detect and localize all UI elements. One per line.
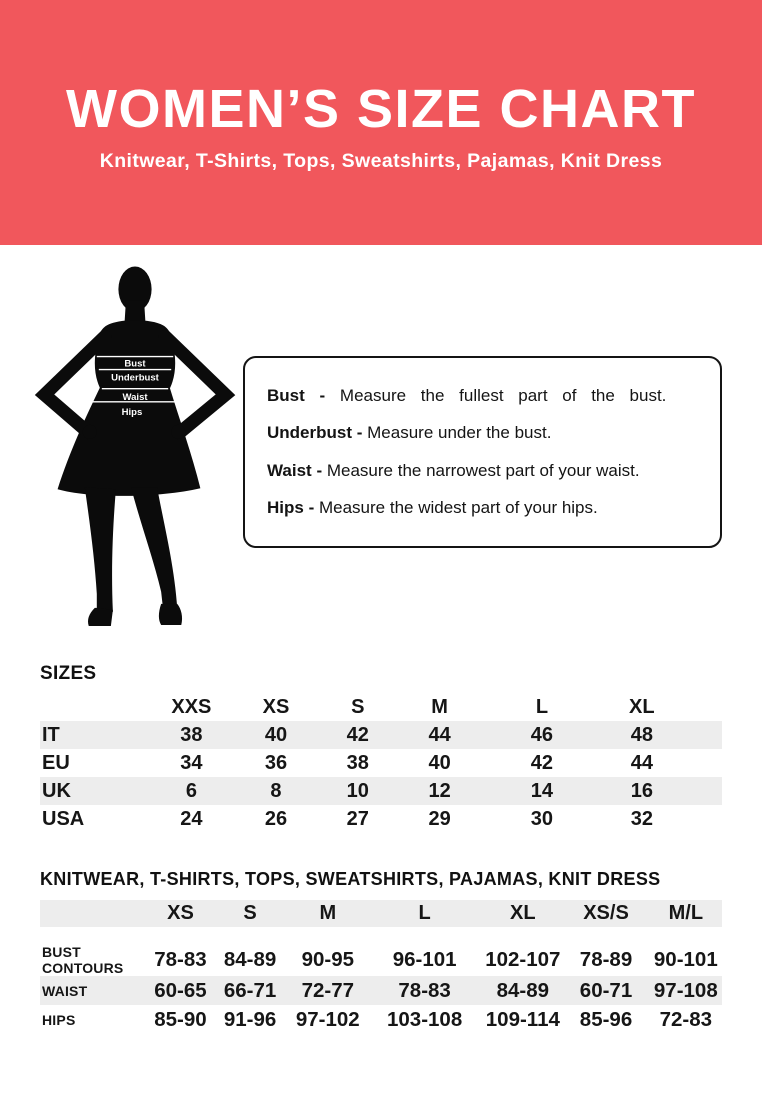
size-value-cell: 38 — [346, 751, 369, 774]
table-row — [40, 721, 722, 749]
size-value-cell: 60-65 — [154, 978, 207, 1002]
size-value-cell: 44 — [630, 751, 653, 774]
size-column-header: XXS — [171, 696, 212, 718]
size-column-header: L — [535, 696, 549, 718]
size-value-cell: 85-90 — [154, 1007, 207, 1031]
table-corner-cell — [40, 900, 150, 927]
size-value-cell: 6 — [185, 779, 197, 802]
instruction-dash: - — [319, 385, 326, 405]
size-value-cell: 103-108 — [387, 1007, 463, 1031]
waist-line-label: Waist — [122, 391, 148, 403]
instruction-line-bust — [267, 386, 698, 406]
size-value-cell: 90-95 — [301, 948, 354, 971]
size-column-header: L — [418, 902, 431, 924]
size-value-cell: 42 — [346, 723, 369, 746]
page-title: WOMEN’S SIZE CHART — [66, 79, 696, 139]
instruction-text: Measure the narrowest part of your waist. — [326, 460, 640, 480]
instruction-term: Underbust — [267, 423, 352, 443]
size-value-cell: 78-83 — [154, 948, 207, 971]
size-value-cell: 96-101 — [392, 948, 457, 971]
instruction-text: Measure the widest part of your hips. — [318, 498, 598, 518]
silhouette-body-shape — [45, 267, 226, 626]
size-value-cell: 30 — [530, 807, 554, 830]
measurement-instructions-box — [243, 356, 722, 548]
size-value-cell: 78-89 — [579, 948, 633, 971]
size-value-cell: 66-71 — [223, 978, 277, 1002]
table-row — [40, 777, 722, 805]
row-label: EU — [42, 751, 70, 774]
measurements-table-title: KNITWEAR, T-SHIRTS, TOPS, SWEATSHIRTS, PAJAMAS, KNIT DRESS — [40, 869, 661, 889]
sizes-table — [40, 694, 722, 833]
size-value-cell: 72-77 — [301, 978, 354, 1002]
woman-silhouette-svg — [28, 258, 240, 628]
table-row — [40, 944, 722, 976]
size-value-cell: 84-89 — [223, 948, 277, 971]
size-value-cell: 14 — [530, 779, 554, 802]
table-filler-cell — [682, 805, 722, 833]
table-row — [40, 805, 722, 833]
size-value-cell: 109-114 — [485, 1007, 560, 1031]
header-banner — [0, 0, 762, 245]
measurements-section — [40, 869, 722, 1034]
hips-line-label: Hips — [121, 406, 143, 418]
instruction-line-hips — [267, 498, 698, 518]
row-label: BUST CONTOURS — [42, 944, 124, 976]
instruction-term: Waist — [267, 460, 312, 480]
measurements-table — [40, 900, 722, 1034]
page-subtitle: Knitwear, T-Shirts, Tops, Sweatshirts, Pajamas, Knit Dress — [99, 150, 663, 172]
bust-line-label: Bust — [124, 358, 146, 370]
instruction-text: Measure the fullest part of the bust. — [339, 385, 667, 405]
size-value-cell: 38 — [180, 723, 203, 746]
size-column-header: M/L — [668, 902, 704, 924]
table-filler-cell — [682, 721, 722, 749]
table-spacer-row — [40, 927, 722, 944]
size-value-cell: 34 — [180, 751, 203, 774]
size-value-cell: 10 — [346, 779, 369, 802]
size-column-header: M — [431, 696, 448, 718]
size-column-header: S — [351, 696, 365, 718]
size-column-header: XS — [262, 696, 290, 718]
instruction-dash: - — [308, 498, 315, 518]
instruction-term: Bust — [267, 385, 305, 405]
table-corner-cell — [40, 694, 149, 721]
size-value-cell: 36 — [264, 751, 288, 774]
row-label: HIPS — [42, 1011, 76, 1028]
size-value-cell: 44 — [428, 723, 451, 746]
instruction-text: Measure under the bust. — [367, 423, 552, 443]
size-value-cell: 40 — [428, 751, 451, 774]
size-value-cell: 24 — [180, 807, 203, 830]
size-column-header: XS/S — [583, 902, 629, 924]
size-value-cell: 42 — [530, 751, 554, 774]
table-row — [40, 749, 722, 777]
row-label: IT — [42, 723, 60, 746]
table-header-row — [40, 694, 722, 721]
size-value-cell: 48 — [630, 723, 653, 746]
table-filler-cell — [682, 749, 722, 777]
row-label: UK — [42, 779, 71, 802]
size-value-cell: 46 — [530, 723, 554, 746]
size-column-header: XS — [167, 902, 194, 924]
size-value-cell: 27 — [346, 807, 369, 830]
size-value-cell: 12 — [428, 779, 451, 802]
instruction-term: Hips — [267, 498, 304, 518]
size-value-cell: 16 — [630, 779, 653, 802]
table-row — [40, 1005, 722, 1034]
table-header-row — [40, 900, 722, 927]
size-value-cell: 72-83 — [659, 1007, 713, 1031]
size-value-cell: 97-102 — [295, 1007, 360, 1031]
size-column-header: M — [319, 902, 337, 924]
row-label: WAIST — [42, 982, 88, 999]
sizes-section — [40, 663, 722, 833]
table-row — [40, 976, 722, 1005]
size-column-header: S — [243, 902, 257, 924]
size-value-cell: 26 — [264, 807, 288, 830]
size-value-cell: 8 — [270, 779, 282, 802]
size-value-cell: 102-107 — [485, 948, 561, 971]
size-value-cell: 97-108 — [653, 978, 718, 1002]
size-value-cell: 91-96 — [223, 1007, 277, 1031]
size-value-cell: 29 — [428, 807, 451, 830]
size-value-cell: 60-71 — [579, 978, 633, 1002]
table-filler-cell — [682, 777, 722, 805]
size-value-cell: 40 — [264, 723, 288, 746]
instruction-line-waist — [267, 461, 698, 481]
size-value-cell: 90-101 — [653, 948, 718, 971]
size-value-cell: 84-89 — [496, 978, 550, 1002]
size-column-header: XL — [629, 696, 655, 718]
underbust-line-label: Underbust — [111, 372, 159, 384]
sizes-table-title: SIZES — [40, 663, 97, 684]
table-filler-cell — [682, 694, 722, 721]
instruction-line-underbust — [267, 423, 698, 443]
instruction-dash: - — [316, 460, 323, 480]
size-value-cell: 78-83 — [398, 978, 451, 1002]
row-label: USA — [42, 807, 85, 830]
instruction-dash: - — [356, 423, 363, 443]
woman-silhouette-figure — [28, 258, 240, 628]
size-value-cell: 85-96 — [579, 1007, 633, 1031]
size-value-cell: 32 — [630, 807, 653, 830]
size-column-header: XL — [510, 902, 536, 924]
